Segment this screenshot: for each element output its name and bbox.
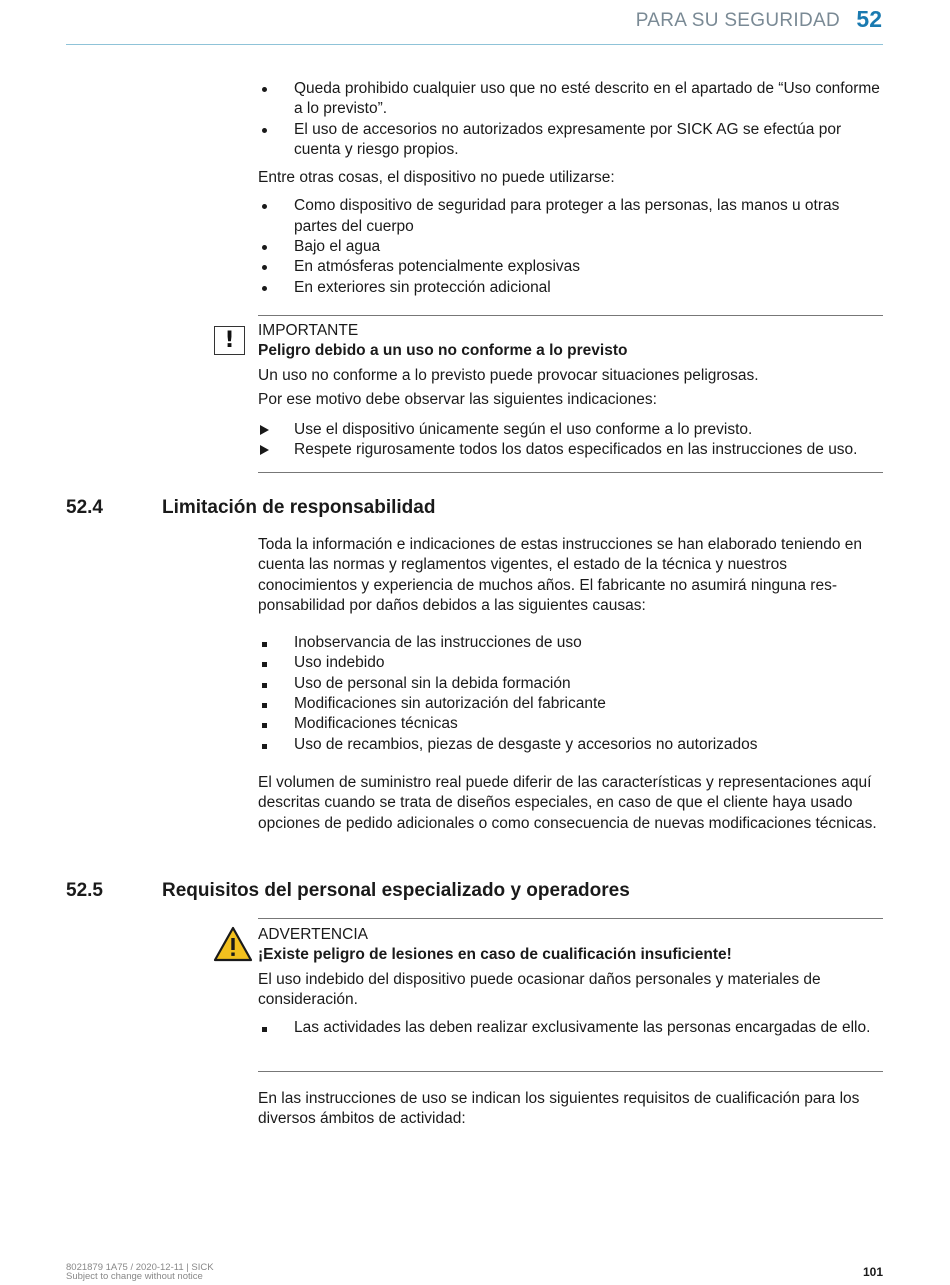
list-item: Uso indebido (258, 653, 883, 673)
section-52-4-body (258, 535, 883, 834)
list-item: Como dispositivo de seguridad para proteger a las personas, las manos u otras partes del cuerpo (258, 196, 883, 237)
warning-triangle-icon (213, 926, 253, 962)
notice-type-label: IMPORTANTE (258, 322, 359, 339)
footer-notice: Subject to change without notice (66, 1271, 203, 1282)
intro-bullet-list (258, 79, 883, 160)
warning-top-rule (258, 918, 883, 919)
page-number: 101 (862, 1265, 883, 1279)
list-item: Bajo el agua (258, 237, 883, 257)
footer-doc-info (66, 1263, 214, 1281)
list-item: Uso de recambios, piezas de desgaste y accesorios no autorizados (258, 735, 883, 755)
warning-item-list (258, 1018, 883, 1038)
warning-notice (258, 925, 883, 1038)
warning-type-label: ADVERTENCIA (258, 926, 368, 943)
important-notice (258, 321, 883, 461)
exclamation-box-icon: ! (214, 326, 245, 355)
header-chapter-number: 52 (856, 6, 882, 32)
list-item: Queda prohibido cualquier uso que no esté descrito en el apartado de “Uso conforme a lo previsto”. (258, 79, 883, 120)
list-item: Modificaciones sin autorización del fabricante (258, 694, 883, 714)
prohibited-uses-list (258, 196, 883, 297)
warning-heading: ¡Existe peligro de lesiones en caso de cualificación insuficiente! (258, 946, 732, 964)
header-section-title: PARA SU SEGURIDAD (635, 10, 840, 31)
notice-text: Un uso no conforme a lo previsto puede provocar situaciones peligrosas. (258, 366, 759, 384)
notice-bottom-rule (258, 472, 883, 473)
list-item: Inobservancia de las instrucciones de uso (258, 633, 883, 653)
warning-bottom-rule (258, 1071, 883, 1072)
section-52-5-body (258, 1089, 883, 1130)
notice-text: Por ese motivo debe observar las siguientes indicaciones: (258, 390, 657, 408)
footer-doc-ref: 8021879 1A75 / 2020-12-11 | SICK (66, 1262, 214, 1273)
intro-lead: Entre otras cosas, el dispositivo no puede utilizarse: (258, 169, 615, 187)
intro-block (258, 79, 883, 298)
list-item: En atmósferas potencialmente explosivas (258, 257, 883, 277)
list-item: Uso de personal sin la debida formación (258, 674, 883, 694)
section-intro: Toda la información e indicaciones de estas instrucciones se han elaborado teniendo en cuenta las normas y reglamentos vigentes, el estado de la técnica y nuestros conocimientos y experiencia de muchos años. El fabricante no asumirá ninguna res-ponsabilidad por daños debidos a las siguientes causas: (258, 536, 863, 614)
list-item: Modificaciones técnicas (258, 714, 883, 734)
list-item: El uso de accesorios no autorizados expresamente por SICK AG se efectúa por cuenta y riesgo propios. (258, 120, 883, 161)
section-number: 52.5 (66, 880, 103, 901)
list-item: Las actividades las deben realizar exclusivamente las personas encargadas de ello. (258, 1018, 883, 1038)
section-title: Limitación de responsabilidad (162, 497, 436, 518)
liability-causes-list (258, 633, 883, 755)
warning-text: El uso indebido del dispositivo puede ocasionar daños personales y materiales de consideración. (258, 970, 821, 1008)
list-item: En exteriores sin protección adicional (258, 278, 883, 298)
action-item: Use el dispositivo únicamente según el uso conforme a lo previsto. (258, 420, 883, 440)
section-title: Requisitos del personal especializado y operadores (162, 880, 630, 901)
action-item: Respete rigurosamente todos los datos especificados en las instrucciones de uso. (258, 440, 883, 460)
header-divider (66, 44, 883, 45)
section-number: 52.4 (66, 497, 103, 518)
section-closing: El volumen de suministro real puede diferir de las características y representaciones aquí descritas cuando se trata de diseños especiales, en caso de que el cliente haya usado opciones de pedido adicionales o como consecuencia de nuevas modificaciones técnicas. (258, 773, 877, 832)
section-closing: En las instrucciones de uso se indican los siguientes requisitos de cualificación para los diversos ámbitos de actividad: (258, 1090, 860, 1128)
notice-heading: Peligro debido a un uso no conforme a lo previsto (258, 342, 628, 360)
notice-action-list (258, 420, 883, 461)
notice-top-rule (258, 315, 883, 316)
